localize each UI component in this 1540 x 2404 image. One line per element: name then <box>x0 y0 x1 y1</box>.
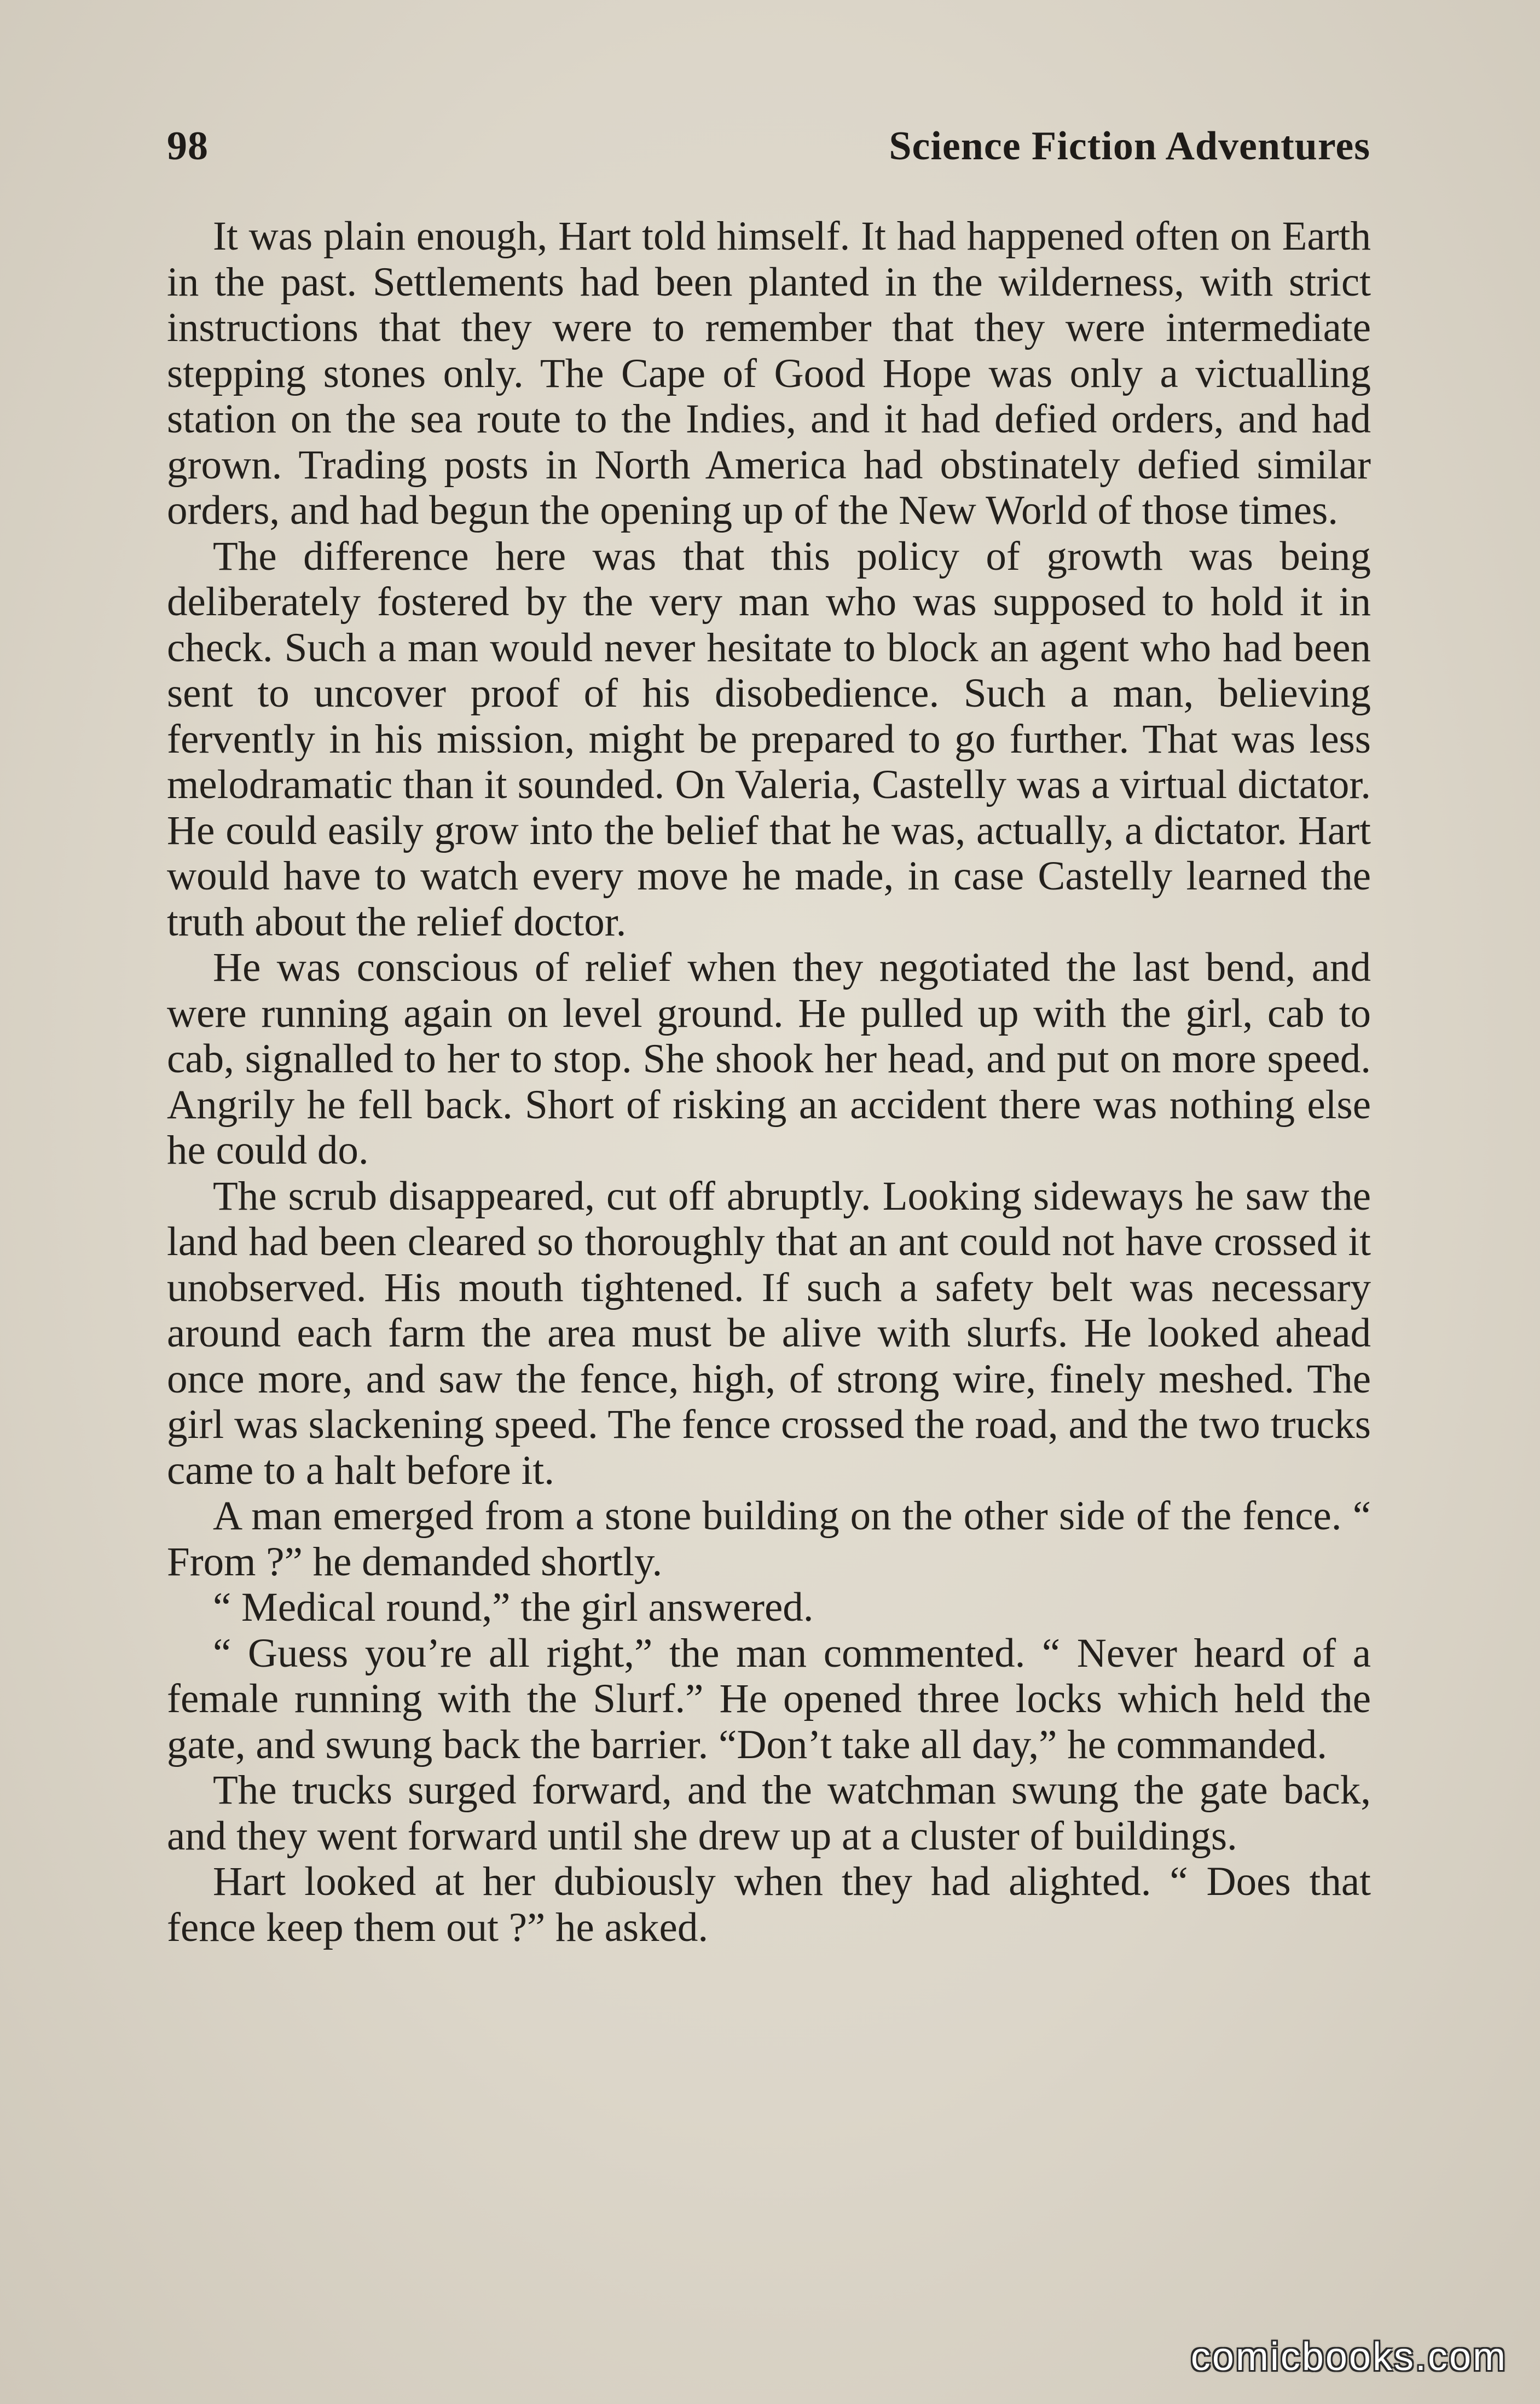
paragraph-1: It was plain enough, Hart told himself. It had happened often on Earth in the past. Settlements had been planted in the wilderness, with strict instructions that they were to remember that they were intermediate stepping stones only. The Cape of Good Hope was only a victualling station on the sea route to the Indies, and it had defied orders, and had grown. Trading posts in North America had obstinately defied similar orders, and had begun the opening up of the New World of those times. <box>167 213 1371 533</box>
page-number: 98 <box>167 124 209 169</box>
running-title: Science Fiction Adventures <box>889 124 1370 169</box>
paragraph-9: Hart looked at her dubiously when they had alighted. “ Does that fence keep them out ?” he asked. <box>167 1859 1371 1950</box>
paragraph-3: He was conscious of relief when they negotiated the last bend, and were running again on level ground. He pulled up with the girl, cab to cab, signalled to her to stop. She shook her head, and put on more speed. Angrily he fell back. Short of risking an accident there was nothing else he could do. <box>167 945 1371 1173</box>
paragraph-7: “ Guess you’re all right,” the man commented. “ Never heard of a female running with the Slurf.” He opened three locks which held the gate, and swung back the barrier. “Don’t take all day,” he commanded. <box>167 1630 1371 1767</box>
paragraph-2: The difference here was that this policy of growth was being deliberately fostered by the very man who was supposed to hold it in check. Such a man would never hesitate to block an agent who had been sent to uncover proof of his disobedience. Such a man, believing fervently in his mission, might be prepared to go further. That was less melodramatic than it sounded. On Valeria, Castelly was a virtual dictator. He could easily grow into the belief that he was, actually, a dictator. Hart would have to watch every move he made, in case Castelly learned the truth about the relief doctor. <box>167 533 1371 945</box>
site-watermark: comicbooks.com <box>1190 2335 1507 2379</box>
story-text <box>167 213 1371 1950</box>
paragraph-4: The scrub disappeared, cut off abruptly. Looking sideways he saw the land had been cleared so thoroughly that an ant could not have crossed it unobserved. His mouth tightened. If such a safety belt was necessary around each farm the area must be alive with slurfs. He looked ahead once more, and saw the fence, high, of strong wire, finely meshed. The girl was slackening speed. The fence crossed the road, and the two trucks came to a halt before it. <box>167 1173 1371 1493</box>
paragraph-8: The trucks surged forward, and the watchman swung the gate back, and they went forward until she drew up at a cluster of buildings. <box>167 1767 1371 1859</box>
paragraph-5: A man emerged from a stone building on the other side of the fence. “ From ?” he demanded shortly. <box>167 1493 1371 1585</box>
paragraph-6: “ Medical round,” the girl answered. <box>213 1585 814 1630</box>
page-header <box>167 123 1370 183</box>
